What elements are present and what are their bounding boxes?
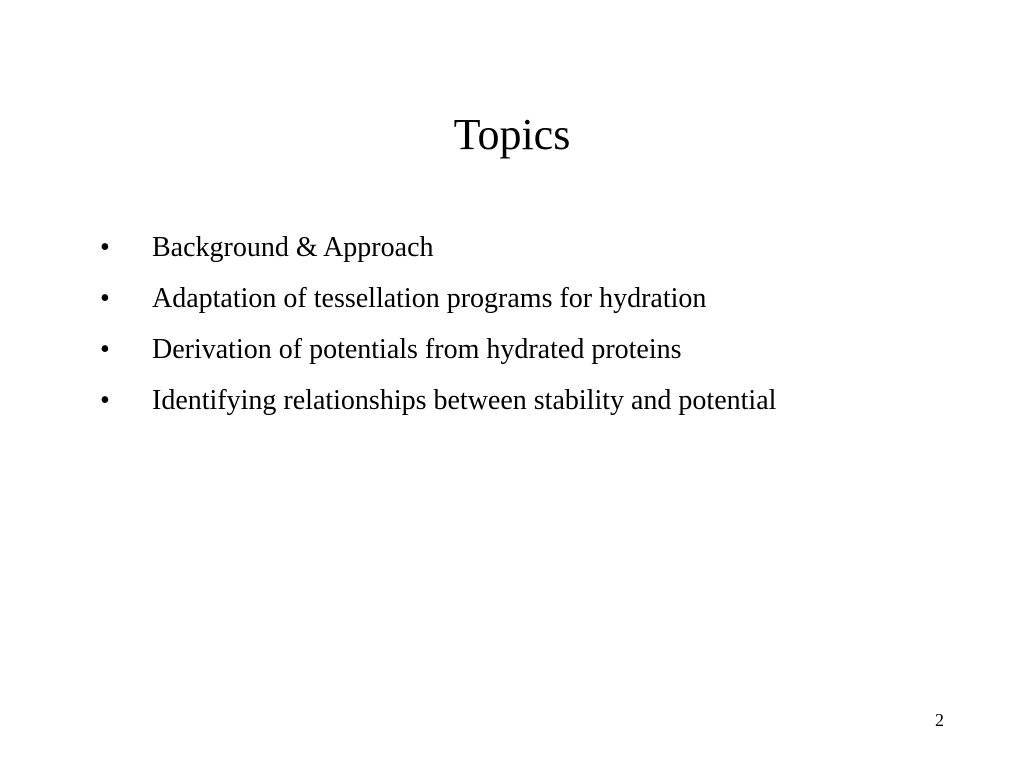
list-item [0, 379, 1024, 423]
bullet-icon: • [100, 283, 110, 314]
page-number: 2 [935, 710, 944, 730]
bullet-icon: • [100, 334, 110, 365]
bullet-text: Identifying relationships between stability and potential [152, 385, 777, 416]
slide-title: Topics [453, 110, 571, 159]
bullet-icon: • [100, 232, 110, 263]
bullet-text: Background & Approach [152, 232, 434, 263]
list-item [0, 277, 1024, 321]
list-item [0, 226, 1024, 270]
bullet-icon: • [100, 385, 110, 416]
bullet-text: Derivation of potentials from hydrated proteins [152, 334, 682, 365]
bullet-list [0, 226, 1024, 430]
bullet-text: Adaptation of tessellation programs for hydration [152, 283, 707, 314]
list-item [0, 328, 1024, 372]
